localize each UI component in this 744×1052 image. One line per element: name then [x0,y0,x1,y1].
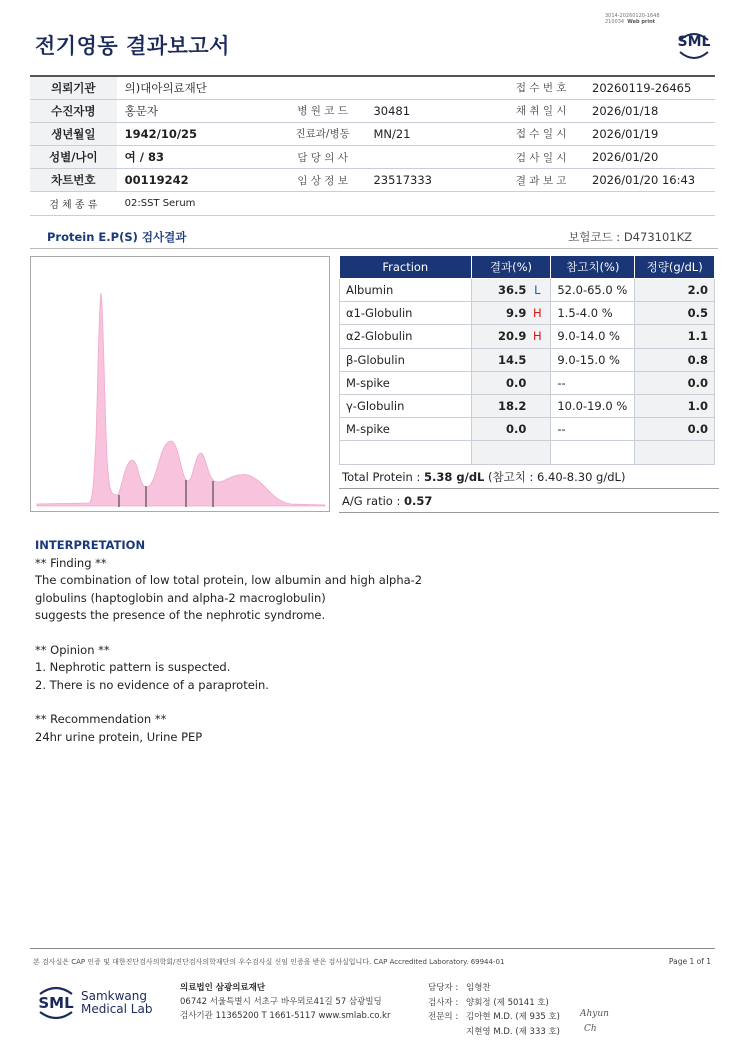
label-hospital-code: 병 원 코 드 [280,99,366,122]
value-test-date: 2026/01/20 [584,146,715,169]
info-row [30,146,715,169]
label-receipt-no: 접 수 번 호 [498,76,584,99]
signature: Ch [584,1024,597,1034]
opinion-line: 1. Nephrotic pattern is suspected. [35,660,231,674]
fraction-reference: 10.0-19.0 % [551,394,635,417]
label-sex-age: 성별/나이 [30,146,117,169]
fraction-row [340,302,715,325]
organization-info [180,981,390,1023]
densitometry-curve [31,257,329,511]
insurance-code: 보험코드 : D473101KZ [568,230,692,244]
value-receipt-date: 2026/01/19 [584,122,715,145]
curve-fill [37,293,325,506]
value-report-date: 2026/01/20 16:43 [584,169,715,192]
report-code [605,13,660,25]
opinion-heading: ** Opinion ** [35,642,110,657]
fraction-name: M-spike [340,371,472,394]
fraction-row [340,371,715,394]
staff-list [428,981,560,1039]
finding-heading: ** Finding ** [35,555,107,570]
value-receipt-no: 20260119-26465 [584,76,715,99]
value-department: MN/21 [365,122,498,145]
signature: Ahyun [580,1009,609,1019]
ag-ratio [339,490,719,513]
value-sex-age: 여 / 83 [117,146,280,169]
ag-ratio-value: 0.57 [404,494,433,508]
finding-line: The combination of low total protein, low albumin and high alpha-2 [35,573,423,587]
opinion-line: 2. There is no evidence of a paraprotein. [35,677,269,692]
staff-row: 지현영 M.D. (제 333 호) [466,1026,561,1037]
label-birth-date: 생년월일 [30,122,117,145]
total-protein-value: 5.38 g/dL [424,470,485,484]
logo-text: SML [677,34,711,50]
label-report-date: 결 과 보 고 [498,169,584,192]
brand-line-2: Medical Lab [81,1002,153,1016]
interpretation-section [35,537,422,746]
label-receipt-date: 접 수 일 시 [498,122,584,145]
sml-logo [676,28,712,62]
fraction-reference: 1.5-4.0 % [551,302,635,325]
value-specimen: 02:SST Serum [117,192,715,215]
value-doctor [365,146,498,169]
sml-footer-logo [36,982,76,1022]
fraction-quantity: 0.0 [635,418,715,441]
code-line-2: 210034 [605,19,625,25]
report-title: 전기영동 결과보고서 [35,34,230,58]
header-reference: 참고치(%) [551,256,635,279]
staff-row: 전문의 : 김아현 M.D. (제 935 호) [428,1012,561,1022]
info-row [30,192,715,215]
finding-line: suggests the presence of the nephrotic syndrome. [35,608,326,622]
fraction-result: 20.9 H [471,325,551,348]
total-protein-ref: (참고치 : 6.40-8.30 g/dL) [484,470,626,484]
label-test-date: 검 사 일 시 [498,146,584,169]
logo-arc-icon [36,982,76,1022]
fraction-reference: -- [551,371,635,394]
label-chart-no: 차트번호 [30,169,117,192]
section-divider [30,248,718,249]
fraction-reference: 9.0-14.0 % [551,325,635,348]
fraction-name: α1-Globulin [340,302,472,325]
finding-line: globulins (haptoglobin and alpha-2 macroglobulin) [35,590,326,605]
staff-row: 검사자 : 양회정 (제 50141 호) [428,997,549,1008]
label-collect-date: 채 취 일 시 [498,99,584,122]
section-title: Protein E.P(S) 검사결과 [47,230,187,244]
patient-info-table [30,75,715,216]
fraction-quantity: 0.0 [635,371,715,394]
fraction-header-row [340,256,715,279]
value-chart-no: 00119242 [117,169,280,192]
value-collect-date: 2026/01/18 [584,99,715,122]
info-row [30,76,715,99]
code-line-1: 3014-20260120-1648 [605,13,660,19]
footer-divider [30,948,715,949]
recommendation-line: 24hr urine protein, Urine PEP [35,729,203,744]
value-patient-name: 홍문자 [117,99,280,122]
value-institution: 의)대아의료재단 [117,76,499,99]
interpretation-heading: INTERPRETATION [35,538,146,552]
brand-name [81,990,152,1016]
accreditation-note: 본 검사실은 CAP 인증 및 대한진단검사의학회/진단검사의학재단의 우수검사실 신임 인증을 받은 검사실입니다. CAP Accredited Laboratory. 69944-01 [33,958,505,966]
info-row [30,169,715,192]
fraction-name: Albumin [340,279,472,302]
fraction-row [340,394,715,417]
ag-ratio-label: A/G ratio : [342,494,405,508]
info-row [30,99,715,122]
fraction-result: 0.0 [471,418,551,441]
header-result: 결과(%) [471,256,551,279]
label-clinical-info: 임 상 정 보 [280,169,366,192]
fraction-result: 18.2 [471,394,551,417]
org-contact: 검사기관 11365200 T 1661-5117 www.smlab.co.kr [180,1011,391,1021]
fraction-flag: H [533,306,542,321]
brand-line-1: Samkwang [81,989,147,1003]
value-clinical-info: 23517333 [365,169,498,192]
fraction-reference: 9.0-15.0 % [551,348,635,371]
info-row [30,122,715,145]
fraction-row [340,418,715,441]
label-specimen: 검 체 종 류 [30,192,117,215]
fraction-result: 9.9 H [471,302,551,325]
fraction-reference: -- [551,418,635,441]
fraction-name: α2-Globulin [340,325,472,348]
fraction-name: β-Globulin [340,348,472,371]
fraction-result: 14.5 [471,348,551,371]
web-print-label: Web print [627,19,656,25]
org-address: 06742 서울특별시 서초구 바우뫼로41길 57 삼광빌딩 [180,997,382,1007]
fraction-quantity: 1.0 [635,394,715,417]
fraction-reference: 52.0-65.0 % [551,279,635,302]
fraction-name: M-spike [340,418,472,441]
label-patient-name: 수진자명 [30,99,117,122]
fraction-row [340,325,715,348]
header-fraction: Fraction [340,256,472,279]
electrophoresis-graph [30,256,330,512]
fraction-result: 36.5 L [471,279,551,302]
value-hospital-code: 30481 [365,99,498,122]
label-institution: 의뢰기관 [30,76,117,99]
fraction-row-empty [340,441,715,464]
page-number: Page 1 of 1 [668,957,711,966]
fraction-quantity: 0.8 [635,348,715,371]
staff-row: 담당자 : 임형찬 [428,983,491,993]
label-department: 진료과/병동 [280,122,366,145]
fraction-name: γ-Globulin [340,394,472,417]
fraction-table [339,255,715,465]
fraction-row [340,279,715,302]
fraction-result: 0.0 [471,371,551,394]
fraction-quantity: 0.5 [635,302,715,325]
header-quantity: 정량(g/dL) [635,256,715,279]
fraction-rows [340,279,715,465]
total-protein [339,466,719,489]
label-doctor: 담 당 의 사 [280,146,366,169]
fraction-quantity: 2.0 [635,279,715,302]
fraction-flag: L [534,283,541,298]
org-name: 의료법인 삼광의료재단 [180,983,266,993]
fraction-row [340,348,715,371]
fraction-quantity: 1.1 [635,325,715,348]
logo-text: SML [38,994,74,1012]
value-birth-date: 1942/10/25 [117,122,280,145]
recommendation-heading: ** Recommendation ** [35,712,167,726]
total-protein-label: Total Protein : [342,470,425,484]
fraction-flag: H [533,329,542,344]
